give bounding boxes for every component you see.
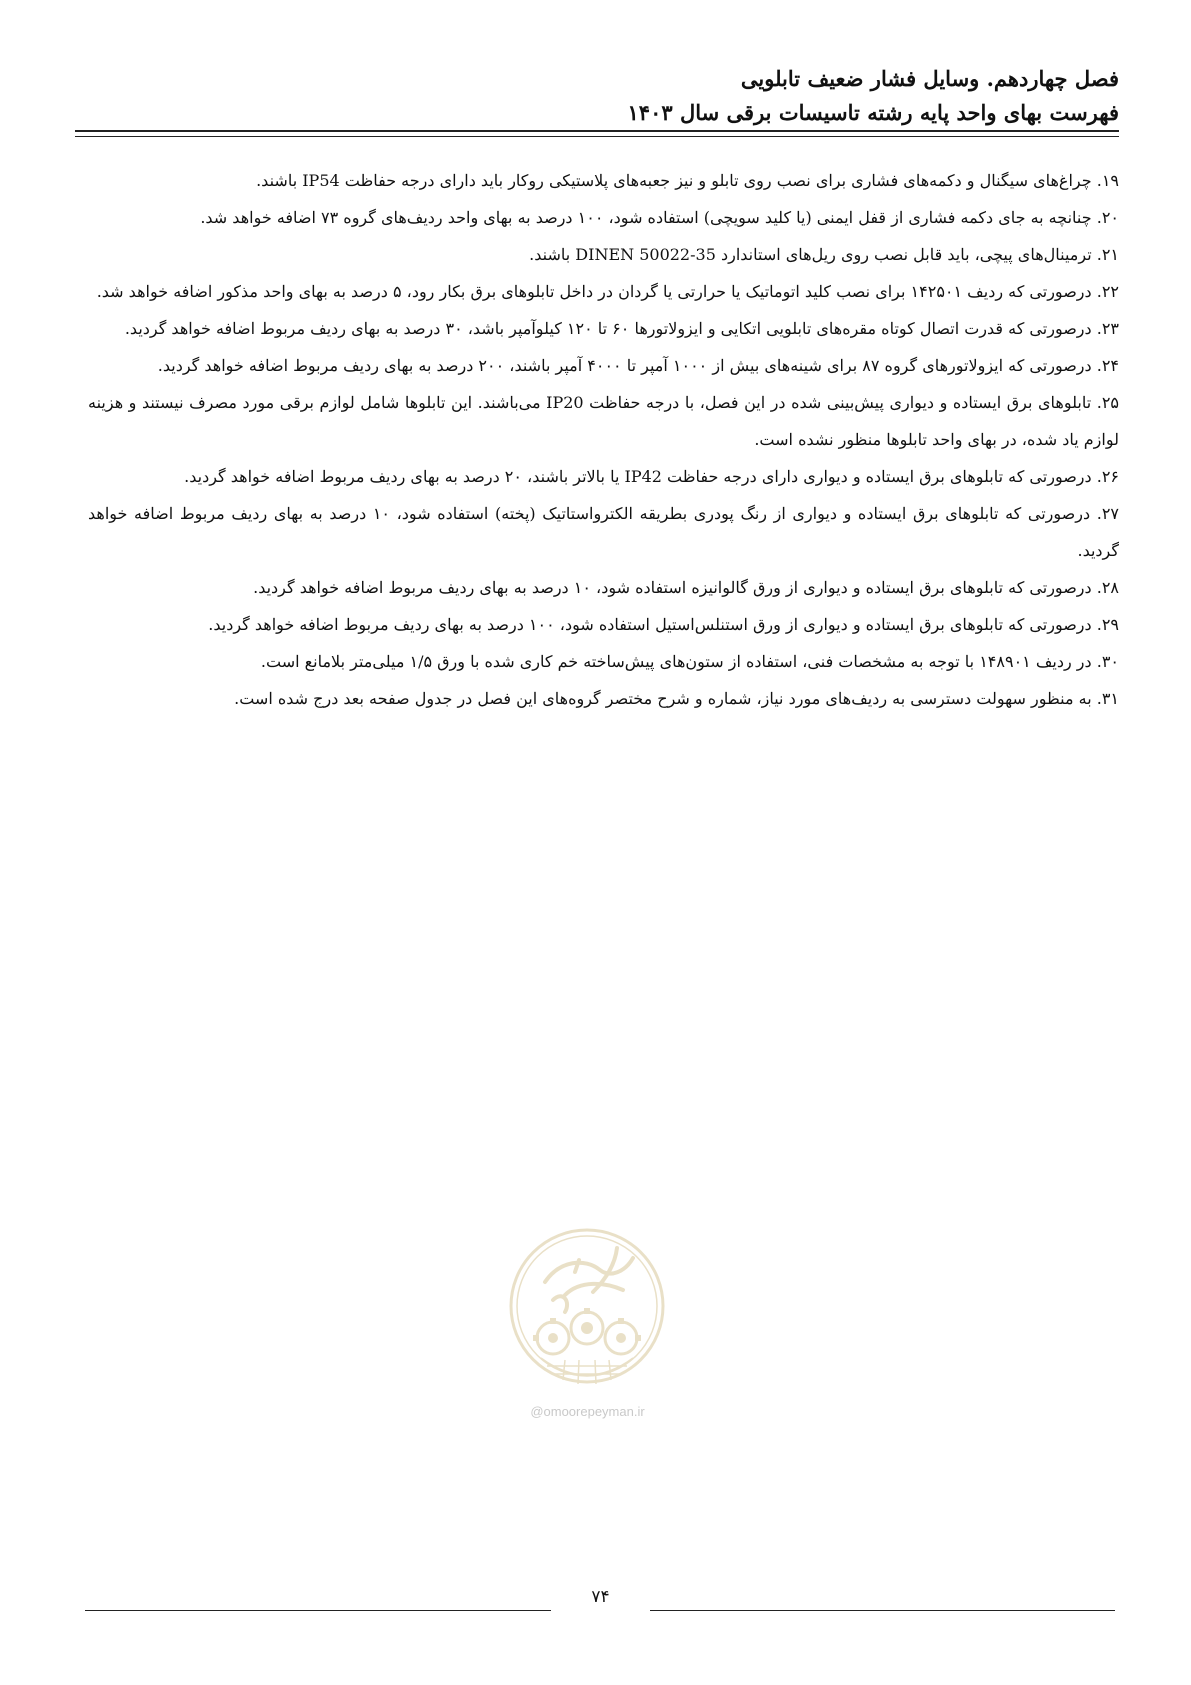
header-rule-thin [75, 136, 1119, 137]
note-19: ۱۹. چراغ‌های سیگنال و دکمه‌های فشاری برای نصب روی تابلو و نیز جعبه‌های پلاستیکی روکار باید دارای درجه حفاظت IP54 باشند. [256, 171, 1119, 190]
page-number: ۷۴ [591, 1587, 610, 1607]
note-27: ۲۷. درصورتی که تابلوهای برق ایستاده و دیواری از رنگ پودری بطریقه الکترواستاتیک (پخته) استفاده شود، ۱۰ درصد به بهای ردیف مربوط اضافه خواهد گردید. [88, 504, 1120, 560]
header-rule-thick [75, 130, 1119, 132]
note-22: ۲۲. درصورتی که ردیف ۱۴۲۵۰۱ برای نصب کلید اتوماتیک یا حرارتی یا گردان در داخل تابلوهای برق بکار رود، ۵ درصد به بهای واحد مذکور اضافه خواهد شد. [96, 282, 1119, 301]
note-24: ۲۴. درصورتی که ایزولاتورهای گروه ۸۷ برای شینه‌های بیش از ۱۰۰۰ آمپر تا ۴۰۰۰ آمپر باشند، ۲۰۰ درصد به بهای ردیف مربوط اضافه خواهد گردید. [157, 356, 1119, 375]
footer-rule-left [85, 1610, 551, 1611]
note-31: ۳۱. به منظور سهولت دسترسی به ردیف‌های مورد نیاز، شماره و شرح مختصر گروه‌های این فصل در جدول صفحه بعد درج شده است. [234, 689, 1119, 708]
note-29: ۲۹. درصورتی که تابلوهای برق ایستاده و دیواری از ورق استنلس‌استیل استفاده شود، ۱۰۰ درصد به بهای ردیف مربوط اضافه خواهد گردید. [208, 615, 1119, 634]
note-20: ۲۰. چنانچه به جای دکمه فشاری از قفل ایمنی (یا کلید سویچی) استفاده شود، ۱۰۰ درصد به بهای واحد ردیف‌های گروه ۷۳ اضافه خواهد شد. [200, 208, 1119, 227]
footer-rule-right [650, 1610, 1115, 1611]
note-28: ۲۸. درصورتی که تابلوهای برق ایستاده و دیواری از ورق گالوانیزه استفاده شود، ۱۰ درصد به بهای ردیف مربوط اضافه خواهد گردید. [253, 578, 1119, 597]
watermark-url: @omoorepeyman.ir [530, 1404, 645, 1419]
note-23: ۲۳. درصورتی که قدرت اتصال کوتاه مقره‌های تابلویی اتکایی و ایزولاتورها ۶۰ تا ۱۲۰ کیلوآمپر باشد، ۳۰ درصد به بهای ردیف مربوط اضافه خواهد گردید. [124, 319, 1119, 338]
watermark-logo [505, 1220, 670, 1395]
note-25: ۲۵. تابلوهای برق ایستاده و دیواری پیش‌بینی شده در این فصل، با درجه حفاظت IP20 می‌باشند. این تابلوها شامل لوازم برقی مورد مصرف نیستند و هزینه لوازم یاد شده، در بهای واحد تابلوها منظور نشده است. [88, 393, 1120, 449]
notes-list [88, 162, 1119, 717]
document-title: فهرست بهای واحد پایه رشته تاسیسات برقی سال ۱۴۰۳ [627, 100, 1119, 125]
note-30: ۳۰. در ردیف ۱۴۸۹۰۱ با توجه به مشخصات فنی، استفاده از ستون‌های پیش‌ساخته خم کاری شده با ورق ۱/۵ میلی‌متر بلامانع است. [260, 652, 1119, 671]
seal-icon [505, 1220, 670, 1395]
page-header [75, 62, 1119, 130]
chapter-title: فصل چهاردهم. وسایل فشار ضعیف تابلویی [740, 66, 1119, 91]
note-21: ۲۱. ترمینال‌های پیچی، باید قابل نصب روی ریل‌های استاندارد DINEN 50022-35 باشند. [529, 245, 1119, 264]
note-26: ۲۶. درصورتی که تابلوهای برق ایستاده و دیواری دارای درجه حفاظت IP42 یا بالاتر باشند، ۲۰ درصد به بهای ردیف مربوط اضافه خواهد گردید. [184, 467, 1119, 486]
